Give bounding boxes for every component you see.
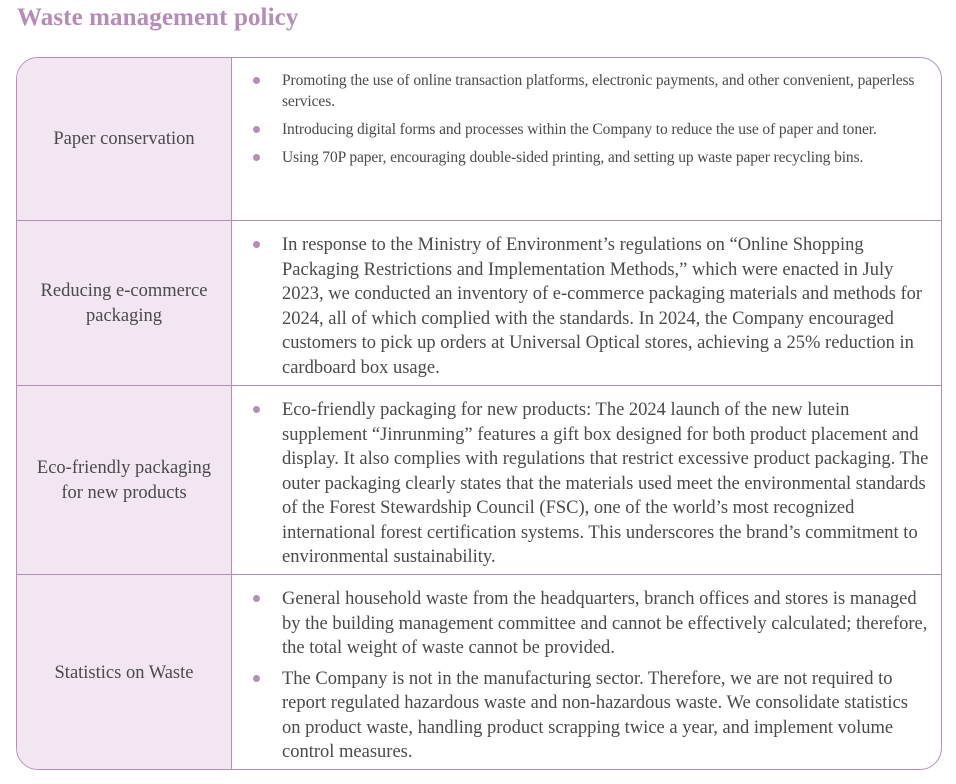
row-label: Paper conservation [17, 58, 232, 221]
list-item: General household waste from the headquarters, branch offices and stores is managed by the building management committee and cannot be effectively calculated; therefore, the total weight of waste cannot be provided. [250, 587, 929, 661]
page-title: Waste management policy [17, 4, 299, 31]
list-item: Introducing digital forms and processes within the Company to reduce the use of paper and toner. [250, 119, 929, 140]
row-content [232, 221, 941, 386]
row-label: Eco-friendly packaging for new products [17, 386, 232, 575]
table-row-paper-conservation [17, 58, 941, 221]
row-content [232, 58, 941, 221]
row-content [232, 575, 941, 770]
row-content [232, 386, 941, 575]
policy-table [16, 57, 942, 770]
table-row-reducing-ecommerce-packaging [17, 220, 941, 386]
table-row-statistics-on-waste [17, 574, 941, 770]
bullet-list [250, 398, 929, 570]
list-item: Eco-friendly packaging for new products: The 2024 launch of the new lutein supplement “Jinrunming” features a gift box designed for both product placement and display. It also complies with regulations that restrict excessive product packaging. The outer packaging clearly states that the materials used meet the environmental standards of the Forest Stewardship Council (FSC), one of the world’s most recognized international forest certification systems. This underscores the brand’s commitment to environmental sustainability. [250, 398, 929, 570]
bullet-list [250, 587, 929, 765]
table-row-eco-friendly-packaging [17, 385, 941, 575]
bullet-list [250, 233, 929, 380]
list-item: The Company is not in the manufacturing sector. Therefore, we are not required to report regulated hazardous waste and non-hazardous waste. We consolidate statistics on product waste, handling product scrapping twice a year, and implement volume control measures. [250, 667, 929, 765]
row-label: Reducing e-commerce packaging [17, 221, 232, 386]
bullet-list [250, 70, 929, 168]
list-item: Promoting the use of online transaction platforms, electronic payments, and other convenient, paperless services. [250, 70, 929, 112]
list-item: Using 70P paper, encouraging double-sided printing, and setting up waste paper recycling bins. [250, 147, 929, 168]
row-label: Statistics on Waste [17, 575, 232, 770]
list-item: In response to the Ministry of Environment’s regulations on “Online Shopping Packaging Restrictions and Implementation Methods,” which were enacted in July 2023, we conducted an inventory of e-commerce packaging materials and methods for 2024, all of which complied with the standards. In 2024, the Company encouraged customers to pick up orders at Universal Optical stores, achieving a 25% reduction in cardboard box usage. [250, 233, 929, 380]
